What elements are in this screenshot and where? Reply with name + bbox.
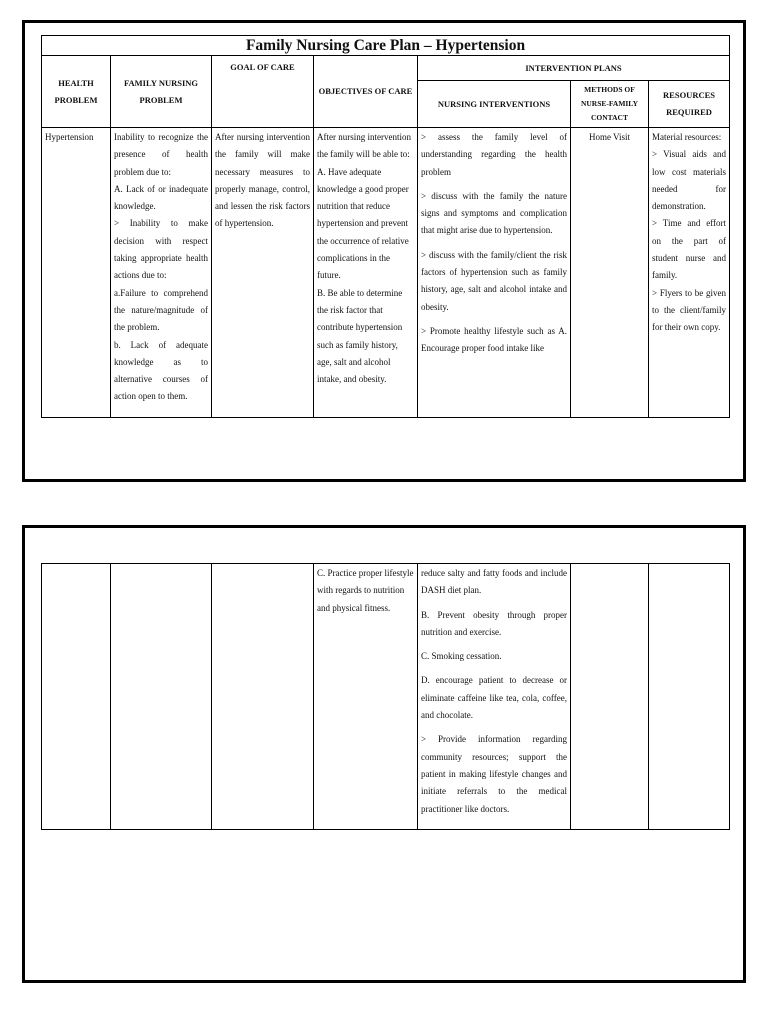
cell-family-nursing-problem [111, 128, 212, 418]
header-nursing-interventions: NURSING INTERVENTIONS [418, 81, 571, 128]
intervention-item: C. Smoking cessation. [421, 651, 502, 662]
intervention-item: > discuss with the family the nature signs and symptoms and complication that might arise due to hypertension. [421, 190, 567, 236]
cell-resources-required [649, 128, 730, 418]
objective-line: A. Have adequate knowledge a good proper nutrition that reduce hypertension and prevent the occurrence of relative complications in the future. [317, 166, 409, 281]
resource-line: > Visual aids and low cost materials needed for demonstration. [652, 149, 727, 212]
cell-health-problem [42, 128, 111, 418]
header-goal-of-care: GOAL OF CARE [212, 56, 314, 128]
objective-line: C. Practice proper lifestyle with regards to nutrition and physical fitness. [317, 568, 414, 613]
header-objectives-of-care: OBJECTIVES OF CARE [314, 56, 418, 128]
intervention-item: > Provide information regarding community resources; support the patient in making lifestyle changes and initiate referrals to the medical practitioner like doctors. [421, 734, 567, 814]
resource-line: > Flyers to be given to the client/family for their own copy. [652, 287, 727, 333]
family-problem-line: Inability to recognize the presence of health problem due to: [114, 132, 208, 177]
header-family-nursing-problem: FAMILY NURSING PROBLEM [111, 56, 212, 128]
cell-health-problem-empty [42, 564, 111, 830]
methods-of-contact-text: Home Visit [588, 132, 631, 142]
resource-line: > Time and effort on the part of student nurse and family. [652, 218, 727, 281]
resource-line: Material resources: [652, 132, 722, 142]
family-problem-line: > Inability to make decision with respect taking appropriate health actions due to: [114, 218, 208, 281]
document-page-2 [22, 525, 746, 983]
intervention-item: > assess the family level of understanding regarding the health problem [421, 132, 567, 177]
header-methods-of-contact: METHODS OF NURSE-FAMILY CONTACT [571, 81, 649, 128]
care-plan-table [41, 35, 730, 418]
cell-goal-of-care [212, 128, 314, 418]
goal-of-care-text: After nursing intervention the family will make necessary measures to properly manage, control, and lessen the risk factors of hypertension. [215, 132, 310, 229]
header-intervention-plans: INTERVENTION PLANS [418, 56, 730, 81]
intervention-item: reduce salty and fatty foods and include DASH diet plan. [421, 568, 567, 596]
cell-objectives-of-care [314, 128, 418, 418]
cell-family-nursing-problem-empty [111, 564, 212, 830]
intervention-item: B. Prevent obesity through proper nutrition and exercise. [421, 609, 567, 637]
cell-methods-of-contact-empty [571, 564, 649, 830]
cell-goal-of-care-empty [212, 564, 314, 830]
care-plan-table-continued [41, 563, 730, 830]
objective-line: After nursing intervention the family will be able to: [317, 132, 411, 160]
intervention-item: > discuss with the family/client the risk factors of hypertension such as family history, age, salt and alcohol intake and obesity. [421, 249, 567, 312]
document-title: Family Nursing Care Plan – Hypertension [42, 36, 730, 56]
header-resources-required: RESOURCES REQUIRED [649, 81, 730, 128]
cell-resources-required-empty [649, 564, 730, 830]
intervention-item: D. encourage patient to decrease or eliminate caffeine like tea, cola, coffee, and chocolate. [421, 675, 567, 721]
family-problem-line: b. Lack of adequate knowledge as to alternative courses of action open to them. [114, 339, 208, 402]
cell-nursing-interventions [418, 564, 571, 830]
cell-methods-of-contact [571, 128, 649, 418]
family-problem-line: A. Lack of or inadequate knowledge. [114, 183, 208, 212]
family-problem-line: a.Failure to comprehend the nature/magnitude of the problem. [114, 287, 208, 333]
document-page-1 [22, 20, 746, 482]
cell-objectives-of-care [314, 564, 418, 830]
header-health-problem: HEALTH PROBLEM [42, 56, 111, 128]
cell-nursing-interventions [418, 128, 571, 418]
objective-line: B. Be able to determine the risk factor that contribute hypertension such as family history, age, salt and alcohol intake, and obesity. [317, 287, 403, 385]
health-problem-text: Hypertension [45, 132, 94, 142]
intervention-item: > Promote healthy lifestyle such as A. Encourage proper food intake like [421, 325, 567, 354]
